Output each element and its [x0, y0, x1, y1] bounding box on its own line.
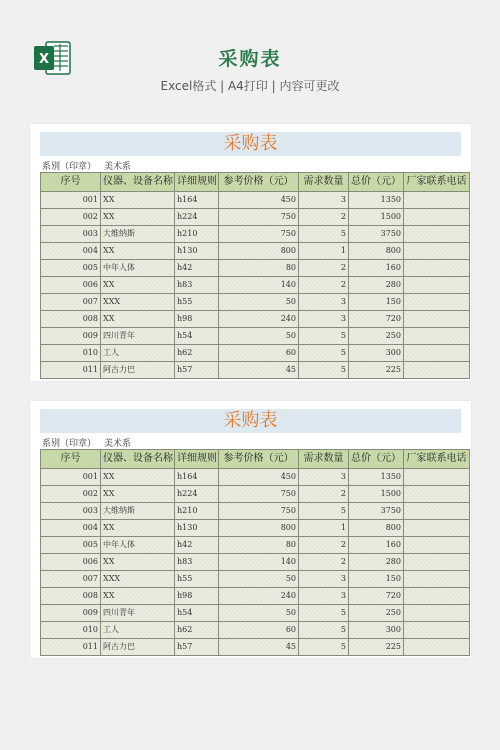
table-cell[interactable]: 1350	[349, 469, 404, 486]
table-cell[interactable]: XX	[101, 209, 175, 226]
table-cell[interactable]: h224	[175, 486, 219, 503]
table-row	[41, 537, 470, 554]
table-row	[41, 571, 470, 588]
table-cell[interactable]: 225	[349, 362, 404, 379]
table-cell[interactable]	[404, 209, 470, 226]
column-header: 需求数量	[299, 173, 349, 192]
table-cell[interactable]	[404, 362, 470, 379]
table-cell[interactable]: 工人	[101, 622, 175, 639]
table-cell[interactable]: 5	[299, 622, 349, 639]
table-cell[interactable]: 011	[41, 362, 101, 379]
table-cell[interactable]	[404, 345, 470, 362]
table-cell[interactable]: XX	[101, 243, 175, 260]
column-header: 总价（元）	[349, 173, 404, 192]
table-cell[interactable]	[404, 639, 470, 656]
table-cell[interactable]: 002	[41, 486, 101, 503]
department-line	[42, 436, 139, 449]
table-cell[interactable]	[404, 520, 470, 537]
table-cell[interactable]: h62	[175, 345, 219, 362]
table-row	[41, 243, 470, 260]
table-cell[interactable]: 2	[299, 209, 349, 226]
table-cell[interactable]: 009	[41, 328, 101, 345]
table-cell[interactable]: h164	[175, 469, 219, 486]
column-header: 需求数量	[299, 450, 349, 469]
table-cell[interactable]: 005	[41, 260, 101, 277]
table-row	[41, 328, 470, 345]
table-row	[41, 209, 470, 226]
table-cell[interactable]	[404, 537, 470, 554]
table-cell[interactable]: 010	[41, 345, 101, 362]
table-cell[interactable]: 5	[299, 226, 349, 243]
table-cell[interactable]: 750	[219, 503, 299, 520]
table-cell[interactable]: XX	[101, 486, 175, 503]
table-cell[interactable]: 008	[41, 311, 101, 328]
table-row	[41, 294, 470, 311]
table-row	[41, 605, 470, 622]
table-cell[interactable]: 280	[349, 277, 404, 294]
excel-logo-letter: X	[38, 52, 50, 67]
table-cell[interactable]	[404, 469, 470, 486]
table-cell[interactable]: h55	[175, 294, 219, 311]
table-cell[interactable]: h224	[175, 209, 219, 226]
table-cell[interactable]: 007	[41, 294, 101, 311]
table-cell[interactable]: 5	[299, 503, 349, 520]
table-row	[41, 469, 470, 486]
table-cell[interactable]: XX	[101, 311, 175, 328]
table-cell[interactable]: h42	[175, 537, 219, 554]
column-header: 序号	[41, 173, 101, 192]
table-cell[interactable]: 800	[349, 243, 404, 260]
table-cell[interactable]: h98	[175, 311, 219, 328]
column-header: 参考价格（元）	[219, 173, 299, 192]
table-cell[interactable]: 300	[349, 345, 404, 362]
table-cell[interactable]: 007	[41, 571, 101, 588]
table-cell[interactable]: XXX	[101, 294, 175, 311]
table-cell[interactable]: 3	[299, 588, 349, 605]
table-cell[interactable]	[404, 277, 470, 294]
table-cell[interactable]: 240	[219, 311, 299, 328]
table-cell[interactable]: 5	[299, 328, 349, 345]
department-label: 系别（印章）	[42, 162, 97, 172]
table-cell[interactable]	[404, 554, 470, 571]
table-header-row	[41, 450, 470, 469]
table-cell[interactable]: h54	[175, 328, 219, 345]
sheet-preview-1	[30, 124, 471, 381]
table-cell[interactable]: 3	[299, 294, 349, 311]
table-cell[interactable]	[404, 588, 470, 605]
table-cell[interactable]: 工人	[101, 345, 175, 362]
table-cell[interactable]: 3	[299, 311, 349, 328]
table-cell[interactable]: h57	[175, 639, 219, 656]
purchase-table	[40, 449, 470, 656]
column-header: 厂家联系电话	[404, 173, 470, 192]
table-cell[interactable]: 50	[219, 294, 299, 311]
table-cell[interactable]: 5	[299, 362, 349, 379]
table-cell[interactable]: 720	[349, 588, 404, 605]
table-cell[interactable]: 3	[299, 571, 349, 588]
table-cell[interactable]: h130	[175, 243, 219, 260]
table-cell[interactable]: 2	[299, 260, 349, 277]
table-cell[interactable]: h130	[175, 520, 219, 537]
table-cell[interactable]: 60	[219, 345, 299, 362]
table-cell[interactable]: 280	[349, 554, 404, 571]
table-cell[interactable]: 300	[349, 622, 404, 639]
table-cell[interactable]: h83	[175, 554, 219, 571]
table-cell[interactable]: 大维纳斯	[101, 503, 175, 520]
table-cell[interactable]: 450	[219, 469, 299, 486]
column-header: 序号	[41, 450, 101, 469]
table-cell[interactable]	[404, 486, 470, 503]
table-cell[interactable]: 006	[41, 554, 101, 571]
table-cell[interactable]: 大维纳斯	[101, 226, 175, 243]
table-cell[interactable]	[404, 503, 470, 520]
sheet-title: 采购表	[40, 409, 461, 433]
table-cell[interactable]: 3	[299, 192, 349, 209]
table-cell[interactable]: XX	[101, 554, 175, 571]
column-header: 仪器、设备名称	[101, 450, 175, 469]
table-row	[41, 588, 470, 605]
table-cell[interactable]: 5	[299, 345, 349, 362]
table-cell[interactable]: 2	[299, 554, 349, 571]
department-label: 系别（印章）	[42, 439, 97, 449]
column-header: 详细规则	[175, 450, 219, 469]
table-cell[interactable]: 四川青年	[101, 605, 175, 622]
table-cell[interactable]: 800	[219, 520, 299, 537]
column-header: 厂家联系电话	[404, 450, 470, 469]
table-cell[interactable]: 3750	[349, 503, 404, 520]
table-cell[interactable]: h57	[175, 362, 219, 379]
table-cell[interactable]: 750	[219, 226, 299, 243]
table-cell[interactable]: 240	[219, 588, 299, 605]
column-header: 总价（元）	[349, 450, 404, 469]
table-cell[interactable]: 3	[299, 469, 349, 486]
sheet-title: 采购表	[40, 132, 461, 156]
table-cell[interactable]: 1	[299, 243, 349, 260]
table-cell[interactable]: h42	[175, 260, 219, 277]
table-cell[interactable]: 800	[219, 243, 299, 260]
table-cell[interactable]: 160	[349, 260, 404, 277]
table-cell[interactable]	[404, 260, 470, 277]
table-cell[interactable]: 006	[41, 277, 101, 294]
table-cell[interactable]: 140	[219, 277, 299, 294]
table-cell[interactable]: 5	[299, 639, 349, 656]
page-subtitle: Excel格式 | A4打印 | 内容可更改	[160, 79, 340, 93]
table-cell[interactable]: 2	[299, 537, 349, 554]
table-cell[interactable]: 003	[41, 226, 101, 243]
table-cell[interactable]: 2	[299, 277, 349, 294]
table-row	[41, 260, 470, 277]
table-cell[interactable]: 50	[219, 605, 299, 622]
table-cell[interactable]: 001	[41, 192, 101, 209]
table-cell[interactable]: 002	[41, 209, 101, 226]
table-cell[interactable]: 2	[299, 486, 349, 503]
table-cell[interactable]: XX	[101, 469, 175, 486]
table-cell[interactable]: 010	[41, 622, 101, 639]
table-cell[interactable]: h210	[175, 226, 219, 243]
table-cell[interactable]: XX	[101, 277, 175, 294]
table-cell[interactable]: 阿古力巴	[101, 362, 175, 379]
table-cell[interactable]: 1350	[349, 192, 404, 209]
table-cell[interactable]: 150	[349, 294, 404, 311]
table-cell[interactable]: 45	[219, 362, 299, 379]
table-cell[interactable]: h54	[175, 605, 219, 622]
table-cell[interactable]: 1500	[349, 209, 404, 226]
table-cell[interactable]	[404, 226, 470, 243]
column-header: 参考价格（元）	[219, 450, 299, 469]
table-cell[interactable]: 011	[41, 639, 101, 656]
column-header: 详细规则	[175, 173, 219, 192]
table-row	[41, 520, 470, 537]
table-cell[interactable]: 四川青年	[101, 328, 175, 345]
table-row	[41, 362, 470, 379]
table-row	[41, 192, 470, 209]
table-cell[interactable]: 50	[219, 328, 299, 345]
page-title: 采购表	[218, 48, 282, 70]
table-cell[interactable]	[404, 311, 470, 328]
table-cell[interactable]: 5	[299, 605, 349, 622]
table-cell[interactable]: 50	[219, 571, 299, 588]
table-cell[interactable]: 250	[349, 328, 404, 345]
table-cell[interactable]: h83	[175, 277, 219, 294]
table-cell[interactable]	[404, 243, 470, 260]
table-cell[interactable]: 003	[41, 503, 101, 520]
table-cell[interactable]: 450	[219, 192, 299, 209]
table-cell[interactable]: 45	[219, 639, 299, 656]
department-line	[42, 159, 139, 172]
table-row	[41, 622, 470, 639]
table-cell[interactable]	[404, 294, 470, 311]
column-header: 仪器、设备名称	[101, 173, 175, 192]
table-cell[interactable]: 225	[349, 639, 404, 656]
table-cell[interactable]	[404, 622, 470, 639]
table-row	[41, 311, 470, 328]
table-cell[interactable]: 150	[349, 571, 404, 588]
table-cell[interactable]: 001	[41, 469, 101, 486]
table-cell[interactable]: 60	[219, 622, 299, 639]
table-cell[interactable]: 中年人体	[101, 537, 175, 554]
table-cell[interactable]: XX	[101, 588, 175, 605]
table-cell[interactable]: 1500	[349, 486, 404, 503]
table-row	[41, 486, 470, 503]
purchase-table	[40, 172, 470, 379]
table-cell[interactable]	[404, 328, 470, 345]
sheet-preview-2	[30, 401, 471, 658]
table-cell[interactable]: 750	[219, 486, 299, 503]
table-cell[interactable]	[404, 571, 470, 588]
table-cell[interactable]: 008	[41, 588, 101, 605]
table-cell[interactable]: 80	[219, 537, 299, 554]
table-row	[41, 639, 470, 656]
department-value: 美术系	[104, 162, 132, 172]
table-cell[interactable]: 720	[349, 311, 404, 328]
table-cell[interactable]: 1	[299, 520, 349, 537]
table-cell[interactable]: 800	[349, 520, 404, 537]
table-header-row	[41, 173, 470, 192]
table-cell[interactable]: 004	[41, 520, 101, 537]
table-cell[interactable]: 阿古力巴	[101, 639, 175, 656]
table-cell[interactable]	[404, 192, 470, 209]
table-row	[41, 345, 470, 362]
page-header	[0, 0, 500, 110]
table-cell[interactable]: h164	[175, 192, 219, 209]
table-cell[interactable]: 250	[349, 605, 404, 622]
table-cell[interactable]: h62	[175, 622, 219, 639]
table-row	[41, 554, 470, 571]
table-cell[interactable]: 750	[219, 209, 299, 226]
table-cell[interactable]: 005	[41, 537, 101, 554]
table-row	[41, 503, 470, 520]
table-cell[interactable]: 80	[219, 260, 299, 277]
table-cell[interactable]: 009	[41, 605, 101, 622]
table-cell[interactable]: h210	[175, 503, 219, 520]
table-cell[interactable]: XXX	[101, 571, 175, 588]
table-row	[41, 226, 470, 243]
department-value: 美术系	[104, 439, 132, 449]
table-cell[interactable]: 160	[349, 537, 404, 554]
table-cell[interactable]: 3750	[349, 226, 404, 243]
table-row	[41, 277, 470, 294]
table-cell[interactable]: h98	[175, 588, 219, 605]
table-cell[interactable]	[404, 605, 470, 622]
table-cell[interactable]: XX	[101, 520, 175, 537]
table-cell[interactable]: 004	[41, 243, 101, 260]
table-cell[interactable]: 140	[219, 554, 299, 571]
table-cell[interactable]: XX	[101, 192, 175, 209]
table-cell[interactable]: 中年人体	[101, 260, 175, 277]
table-cell[interactable]: h55	[175, 571, 219, 588]
